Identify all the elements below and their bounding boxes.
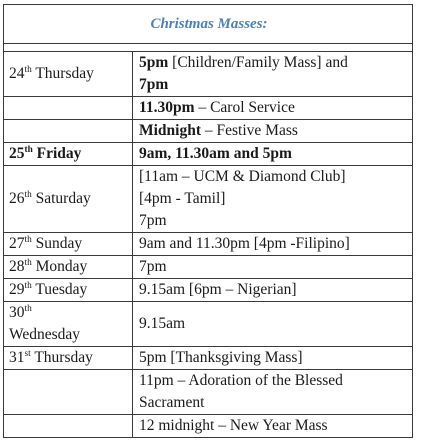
table-row <box>4 415 413 438</box>
table-row <box>4 347 413 370</box>
day-cell: 29th Tuesday <box>4 279 133 302</box>
day-cell: 27th Sunday <box>4 233 133 256</box>
day-cell: 26th Saturday <box>4 166 133 233</box>
table-row <box>4 370 413 415</box>
table-row <box>4 279 413 302</box>
table-row <box>4 166 413 233</box>
event-cell: 9am, 11.30am and 5pm <box>133 143 413 166</box>
event-cell: 5pm [Thanksgiving Mass] <box>133 347 413 370</box>
day-cell <box>4 120 133 143</box>
day-cell <box>4 97 133 120</box>
day-cell: 24th Thursday <box>4 52 133 97</box>
event-cell: 12 midnight – New Year Mass <box>133 415 413 438</box>
event-cell: 5pm [Children/Family Mass] and 7pm <box>133 52 413 97</box>
table-row <box>4 302 413 347</box>
day-cell: 28th Monday <box>4 256 133 279</box>
spacer-cell <box>4 44 413 52</box>
event-cell: 11.30pm – Carol Service <box>133 97 413 120</box>
table-title: Christmas Masses: <box>4 5 413 44</box>
title-row <box>4 5 413 44</box>
table-row <box>4 120 413 143</box>
event-cell: [11am – UCM & Diamond Club] [4pm - Tamil] 7pm <box>133 166 413 233</box>
day-cell <box>4 370 133 415</box>
day-cell <box>4 415 133 438</box>
event-cell: Midnight – Festive Mass <box>133 120 413 143</box>
table-row <box>4 52 413 97</box>
table-row <box>4 97 413 120</box>
table-row <box>4 256 413 279</box>
table-row <box>4 143 413 166</box>
table-row <box>4 233 413 256</box>
event-cell: 9am and 11.30pm [4pm -Filipino] <box>133 233 413 256</box>
event-cell: 9.15am [6pm – Nigerian] <box>133 279 413 302</box>
spacer-row <box>4 44 413 52</box>
masses-table <box>3 4 413 438</box>
event-cell: 7pm <box>133 256 413 279</box>
day-cell: 25th Friday <box>4 143 133 166</box>
day-cell: 31st Thursday <box>4 347 133 370</box>
event-cell: 11pm – Adoration of the Blessed Sacrament <box>133 370 413 415</box>
event-cell: 9.15am <box>133 302 413 347</box>
day-cell: 30th Wednesday <box>4 302 133 347</box>
